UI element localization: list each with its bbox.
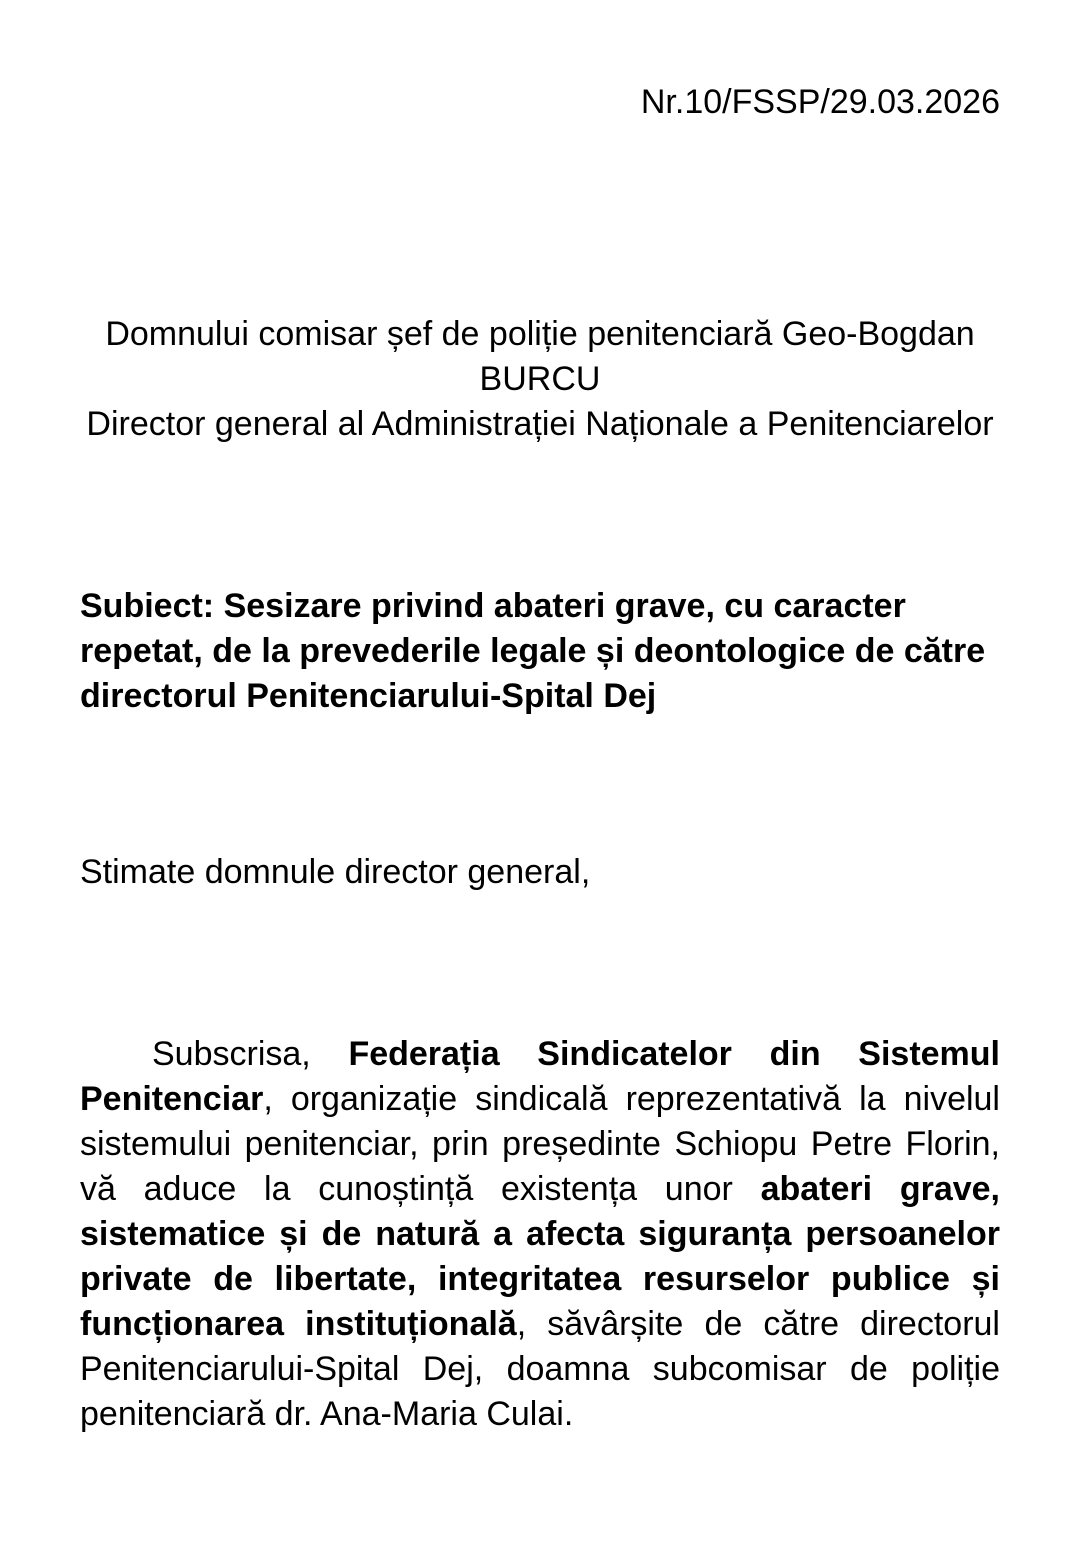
subject-paragraph: Subiect: Sesizare privind abateri grave, cu caracter repetat, de la prevederile legale și deontologice de către directorul Penitenciarului-Spital Dej (80, 587, 986, 715)
body-paragraph: Subscrisa, Federația Sindicatelor din Sistemul Penitenciar, organizație sindicală reprezentativă la nivelul sistemului penitenciar, prin președinte Schiopu Petre Florin, vă aduce la cunoștință existența unor abateri grave, sistematice și de natură a afecta siguranța persoanelor private de libertate, integritatea resurselor publice și funcționarea instituțională, săvârșite de către directorul Penitenciarului-Spital Dej, doamna subcomisar de poliție penitenciară dr. Ana-Maria Culai. (80, 1035, 1001, 1433)
reference-number: Nr.10/FSSP/29.03.2026 (640, 83, 1000, 121)
salutation: Stimate domnule director general, (80, 853, 591, 891)
addressee-name-line: Domnului comisar șef de poliție penitenciară Geo-Bogdan BURCU (105, 315, 975, 398)
addressee-title-line: Director general al Administrației Naționale a Penitenciarelor (86, 405, 994, 443)
addressee-block (80, 312, 1000, 447)
